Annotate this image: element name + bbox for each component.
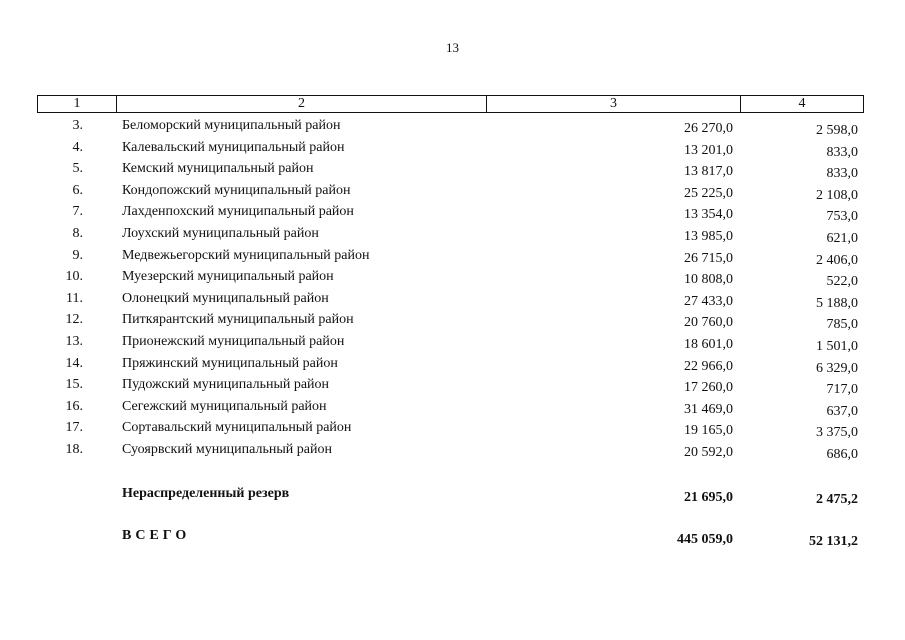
row-number: 5. (72, 161, 83, 177)
table-row (0, 268, 905, 290)
row-number: 14. (65, 355, 83, 371)
district-name: Суоярвский муниципальный район (122, 441, 332, 457)
total-label: ВСЕГО (122, 528, 191, 543)
col4-value: 637,0 (826, 403, 858, 419)
table-row (0, 160, 905, 182)
row-number: 8. (72, 225, 83, 241)
col4-value: 2 406,0 (816, 252, 858, 268)
col4-value: 6 329,0 (816, 360, 858, 376)
table-row (0, 225, 905, 247)
table-row (0, 247, 905, 269)
header-col-3: 3 (487, 96, 741, 112)
col4-value: 3 375,0 (816, 425, 858, 441)
district-name: Лахденпохский муниципальный район (122, 204, 354, 220)
row-number: 6. (72, 182, 83, 198)
table-row (0, 333, 905, 355)
district-name: Беломорский муниципальный район (122, 118, 341, 133)
reserve-col4-value: 2 475,2 (816, 492, 858, 507)
col4-value: 686,0 (826, 446, 858, 462)
district-name: Калевальский муниципальный район (122, 139, 345, 155)
col4-value: 2 598,0 (816, 123, 858, 138)
col3-value: 13 817,0 (684, 164, 733, 180)
district-name: Пряжинский муниципальный район (122, 355, 338, 371)
table-row (0, 182, 905, 204)
district-name: Пудожский муниципальный район (122, 377, 330, 393)
col4-value: 753,0 (826, 209, 858, 225)
district-name: Медвежьегорский муниципальный район (122, 247, 370, 263)
col3-value: 18 601,0 (684, 336, 733, 352)
district-name: Кемский муниципальный район (122, 161, 314, 177)
table-row (0, 117, 905, 139)
table-body (0, 117, 905, 463)
row-number: 11. (66, 290, 83, 306)
col3-value: 17 260,0 (684, 380, 733, 396)
col4-value: 1 501,0 (816, 338, 858, 354)
col4-value: 522,0 (826, 274, 858, 290)
col4-value: 785,0 (826, 317, 858, 333)
row-number: 17. (65, 420, 83, 436)
col4-value: 717,0 (826, 382, 858, 398)
col3-value: 19 165,0 (684, 423, 733, 439)
col3-value: 31 469,0 (684, 401, 733, 417)
header-col-4: 4 (798, 96, 806, 111)
page-number: 13 (446, 40, 459, 55)
col3-value: 22 966,0 (684, 358, 733, 374)
district-name: Сегежский муниципальный район (122, 398, 327, 414)
row-number: 16. (65, 398, 83, 414)
col4-value: 621,0 (826, 230, 858, 246)
row-number: 4. (72, 139, 83, 155)
reserve-col3-value: 21 695,0 (684, 490, 733, 505)
col4-value: 833,0 (826, 166, 858, 182)
row-number: 12. (65, 312, 83, 328)
col4-value: 833,0 (826, 144, 858, 160)
col3-value: 26 270,0 (684, 121, 733, 136)
col3-value: 13 985,0 (684, 228, 733, 244)
table-row (0, 203, 905, 225)
district-name: Олонецкий муниципальный район (122, 290, 329, 306)
reserve-label: Нераспределенный резерв (122, 486, 290, 501)
col3-value: 26 715,0 (684, 250, 733, 266)
table-row (0, 441, 905, 463)
total-col3-value: 445 059,0 (677, 532, 733, 547)
col3-value: 20 592,0 (684, 444, 733, 460)
row-number: 15. (65, 377, 83, 393)
table-row (0, 419, 905, 441)
row-number: 3. (72, 118, 83, 133)
table-row (0, 139, 905, 161)
table-row (0, 376, 905, 398)
row-number: 9. (72, 247, 83, 263)
table-row (0, 355, 905, 377)
district-name: Муезерский муниципальный район (122, 269, 334, 285)
col3-value: 25 225,0 (684, 185, 733, 201)
row-number: 13. (65, 333, 83, 349)
header-col-1: 1 (38, 96, 117, 112)
total-col4-value: 52 131,2 (809, 534, 858, 549)
header-col-2: 2 (117, 96, 487, 112)
col3-value: 27 433,0 (684, 293, 733, 309)
table-header (37, 95, 864, 113)
district-name: Сортавальский муниципальный район (122, 420, 352, 436)
col3-value: 10 808,0 (684, 272, 733, 288)
table-row (0, 290, 905, 312)
row-number: 10. (65, 269, 83, 285)
district-name: Кондопожский муниципальный район (122, 182, 351, 198)
table-row (0, 311, 905, 333)
table-row (0, 398, 905, 420)
col3-value: 13 201,0 (684, 142, 733, 158)
col3-value: 13 354,0 (684, 207, 733, 223)
district-name: Прионежский муниципальный район (122, 333, 345, 349)
col4-value: 5 188,0 (816, 295, 858, 311)
row-number: 7. (72, 204, 83, 220)
district-name: Питкярантский муниципальный район (122, 312, 354, 328)
col4-value: 2 108,0 (816, 187, 858, 203)
district-name: Лоухский муниципальный район (122, 225, 319, 241)
col3-value: 20 760,0 (684, 315, 733, 331)
row-number: 18. (65, 441, 83, 457)
